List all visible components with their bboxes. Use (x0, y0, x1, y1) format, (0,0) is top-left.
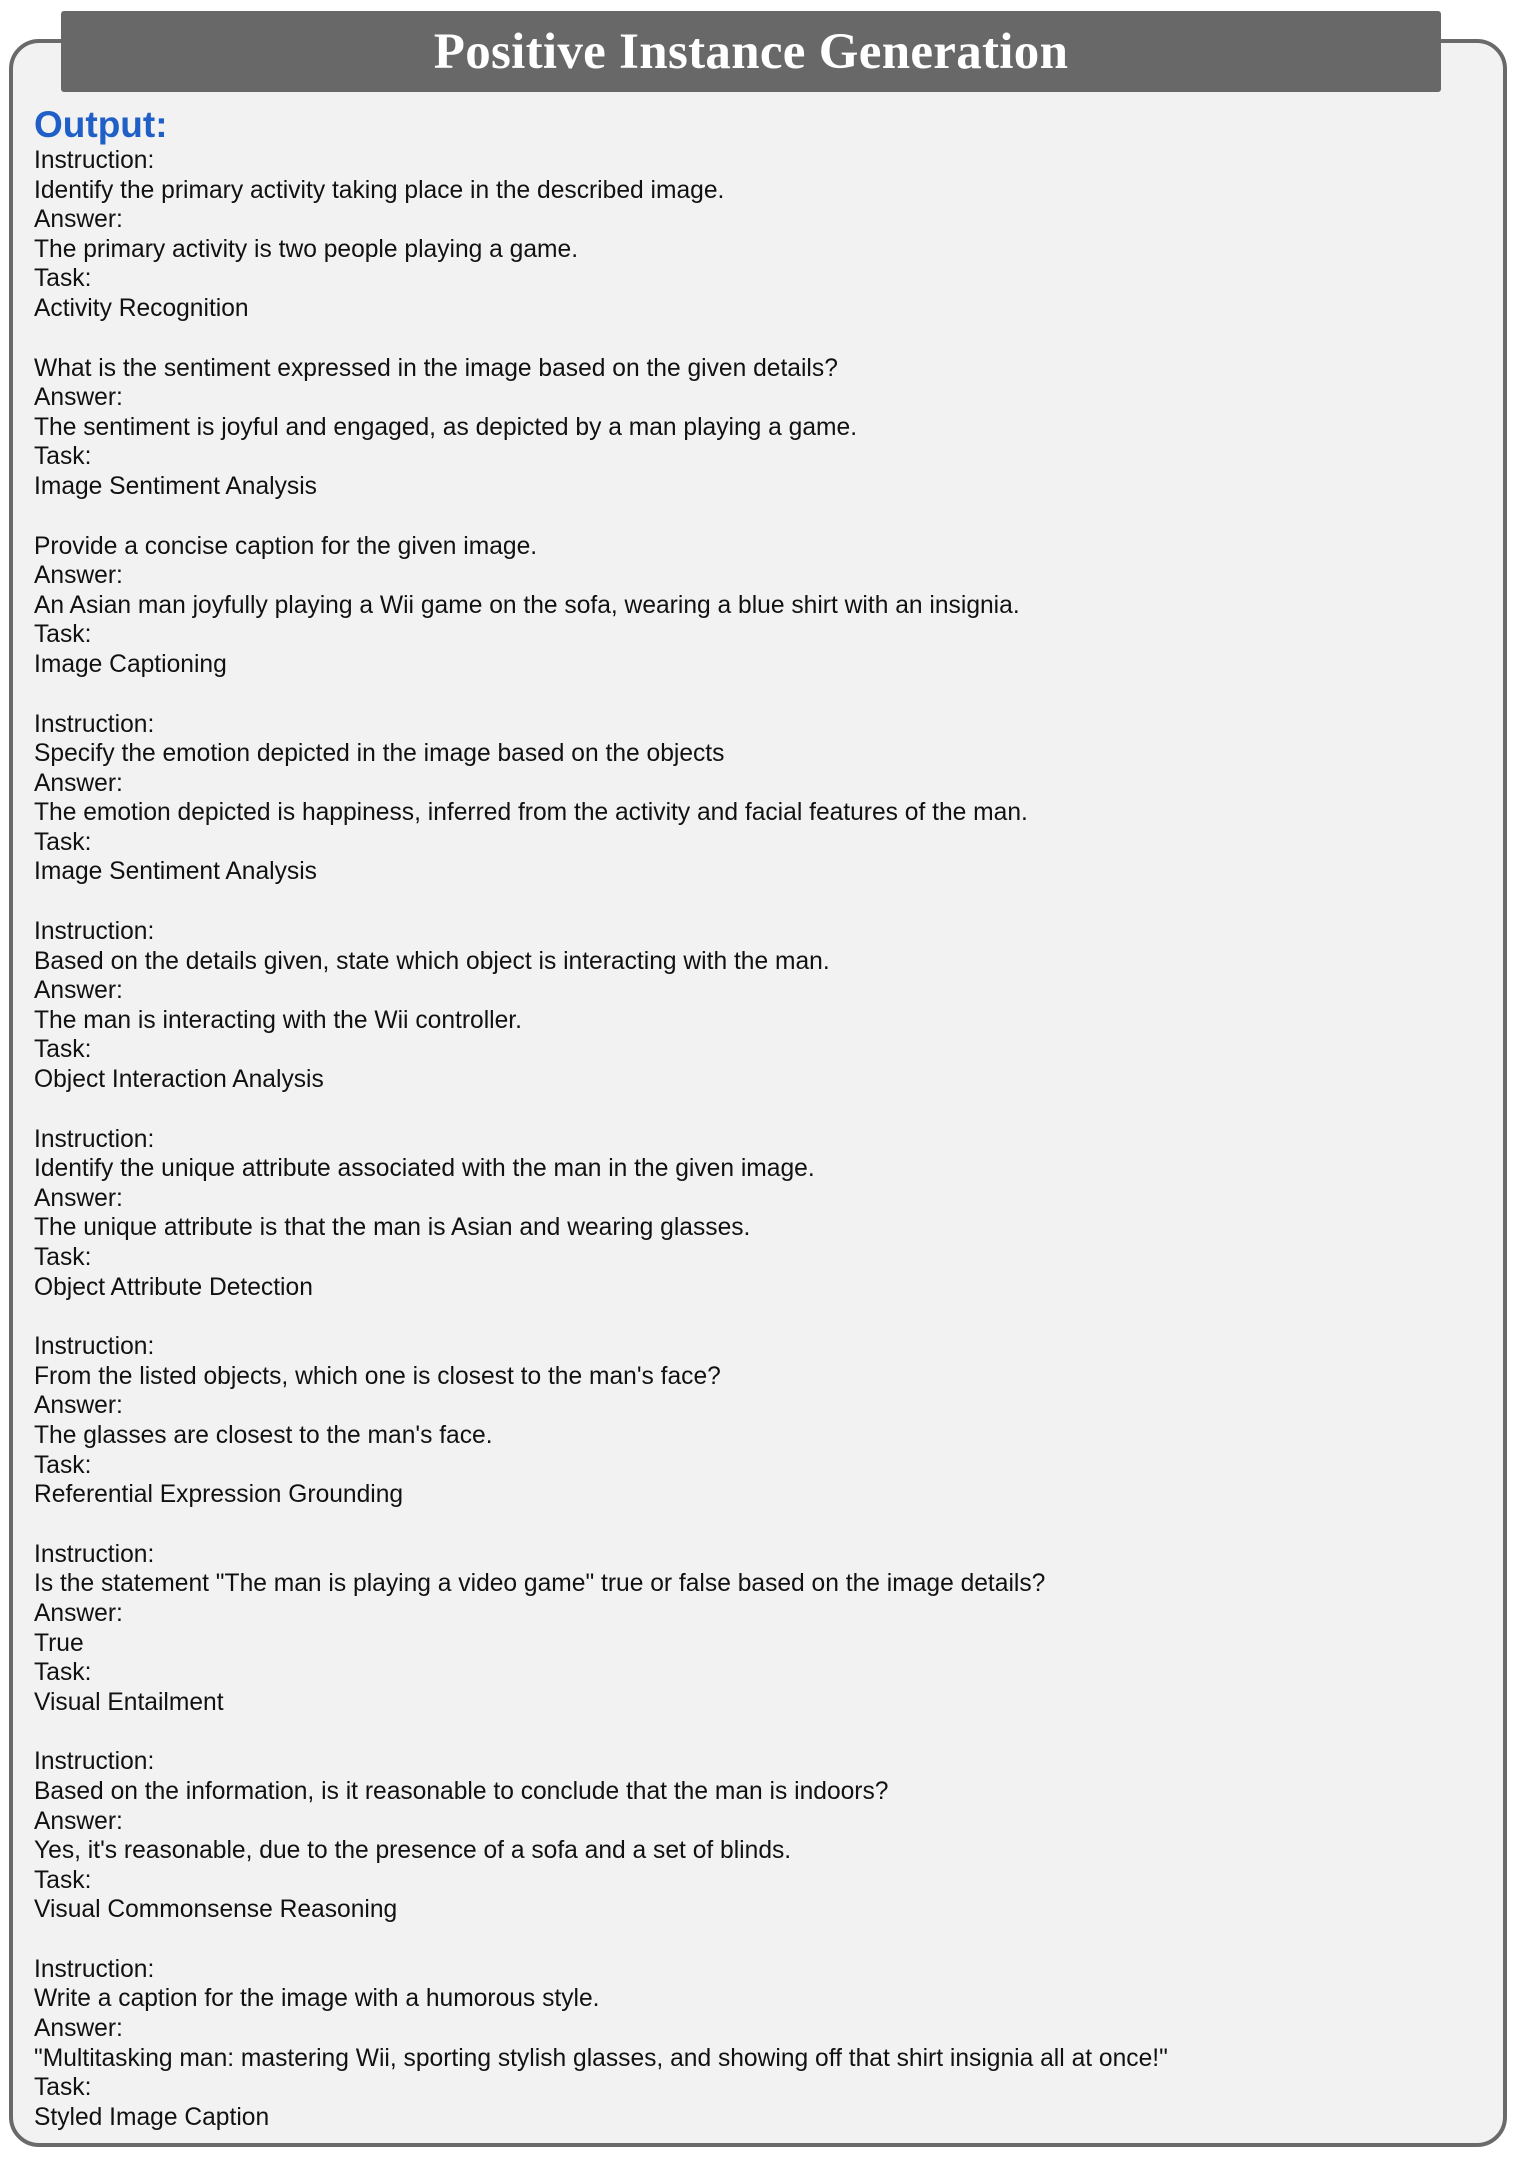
instance-line: Instruction: (34, 710, 155, 738)
instance-line: Image Sentiment Analysis (34, 858, 317, 886)
instance-list (34, 146, 1474, 2132)
instance-line: Provide a concise caption for the given image. (34, 532, 538, 560)
instance-item (34, 710, 1474, 888)
instance-line: Instruction: (34, 147, 155, 174)
instance-line: Image Sentiment Analysis (34, 472, 317, 500)
instance-item (34, 1332, 1474, 1510)
instance-line: Object Interaction Analysis (34, 1066, 324, 1094)
instance-line: The glasses are closest to the man's face. (34, 1421, 493, 1449)
instance-line: Write a caption for the image with a humorous style. (34, 1985, 600, 2013)
instance-line: Task: (34, 621, 92, 649)
instance-line: The primary activity is two people playing a game. (34, 235, 579, 263)
instance-line: Task: (34, 1659, 92, 1687)
instance-line: Instruction: (34, 918, 155, 946)
instance-line: Image Captioning (34, 650, 227, 678)
instance-line: Instruction: (34, 1955, 155, 1983)
instance-line: Answer: (34, 206, 123, 234)
instance-item (34, 354, 1474, 502)
instance-line: Visual Commonsense Reasoning (34, 1896, 398, 1924)
instance-line: Answer: (34, 1184, 123, 1212)
instance-line: Answer: (34, 1599, 123, 1627)
instance-line: Answer: (34, 1807, 123, 1835)
instance-line: Activity Recognition (34, 294, 249, 322)
instance-line: The emotion depicted is happiness, inferred from the activity and facial features of the man. (34, 799, 1028, 827)
instance-line: Based on the details given, state which object is interacting with the man. (34, 947, 830, 975)
instance-line: Referential Expression Grounding (34, 1481, 404, 1509)
instance-line: Specify the emotion depicted in the image based on the objects (34, 740, 725, 768)
instance-line: Task: (34, 1036, 92, 1064)
output-label: Output: (34, 104, 168, 145)
instance-line: The unique attribute is that the man is Asian and wearing glasses. (34, 1214, 751, 1242)
instance-item (34, 1747, 1474, 1925)
title-bar (61, 11, 1441, 92)
instance-line: Task: (34, 265, 92, 293)
instance-line: Task: (34, 1451, 92, 1479)
instance-line: From the listed objects, which one is closest to the man's face? (34, 1362, 721, 1390)
instance-item (34, 917, 1474, 1095)
instance-line: Identify the primary activity taking place in the described image. (34, 176, 725, 204)
instance-line: Identify the unique attribute associated with the man in the given image. (34, 1155, 815, 1183)
instance-item (34, 532, 1474, 680)
instance-line: An Asian man joyfully playing a Wii game on the sofa, wearing a blue shirt with an insignia. (34, 591, 1020, 619)
instance-item (34, 1125, 1474, 1303)
instance-line: Answer: (34, 562, 123, 590)
instance-line: The sentiment is joyful and engaged, as depicted by a man playing a game. (34, 413, 858, 441)
instance-line: The man is interacting with the Wii controller. (34, 1006, 522, 1034)
instance-line: Yes, it's reasonable, due to the presence of a sofa and a set of blinds. (34, 1837, 792, 1865)
instance-line: True (34, 1629, 84, 1657)
instance-line: Object Attribute Detection (34, 1273, 313, 1301)
instance-line: Instruction: (34, 1125, 155, 1153)
instance-line: Answer: (34, 2015, 123, 2043)
instance-item (34, 1540, 1474, 1718)
instance-line: Instruction: (34, 1333, 155, 1361)
instance-item (34, 146, 1474, 324)
instance-line: Instruction: (34, 1540, 155, 1568)
instance-line: Answer: (34, 769, 123, 797)
instance-line: Styled Image Caption (34, 2103, 270, 2131)
instance-line: Instruction: (34, 1748, 155, 1776)
instance-line: Answer: (34, 384, 123, 412)
instance-line: Answer: (34, 977, 123, 1005)
instance-line: Task: (34, 1866, 92, 1894)
instance-item (34, 1955, 1474, 2133)
instance-line: What is the sentiment expressed in the image based on the given details? (34, 354, 838, 382)
instance-line: Based on the information, is it reasonable to conclude that the man is indoors? (34, 1777, 889, 1805)
instance-line: Visual Entailment (34, 1688, 224, 1716)
instance-line: Task: (34, 443, 92, 471)
instance-line: Task: (34, 828, 92, 856)
instance-line: "Multitasking man: mastering Wii, sporting stylish glasses, and showing off that shirt insignia all at once!" (34, 2044, 1168, 2072)
page-title: Positive Instance Generation (433, 23, 1069, 80)
output-content (34, 102, 1474, 2132)
instance-line: Is the statement "The man is playing a video game" true or false based on the image details? (34, 1570, 1046, 1598)
instance-line: Answer: (34, 1392, 123, 1420)
instance-line: Task: (34, 2074, 92, 2102)
instance-line: Task: (34, 1244, 92, 1271)
